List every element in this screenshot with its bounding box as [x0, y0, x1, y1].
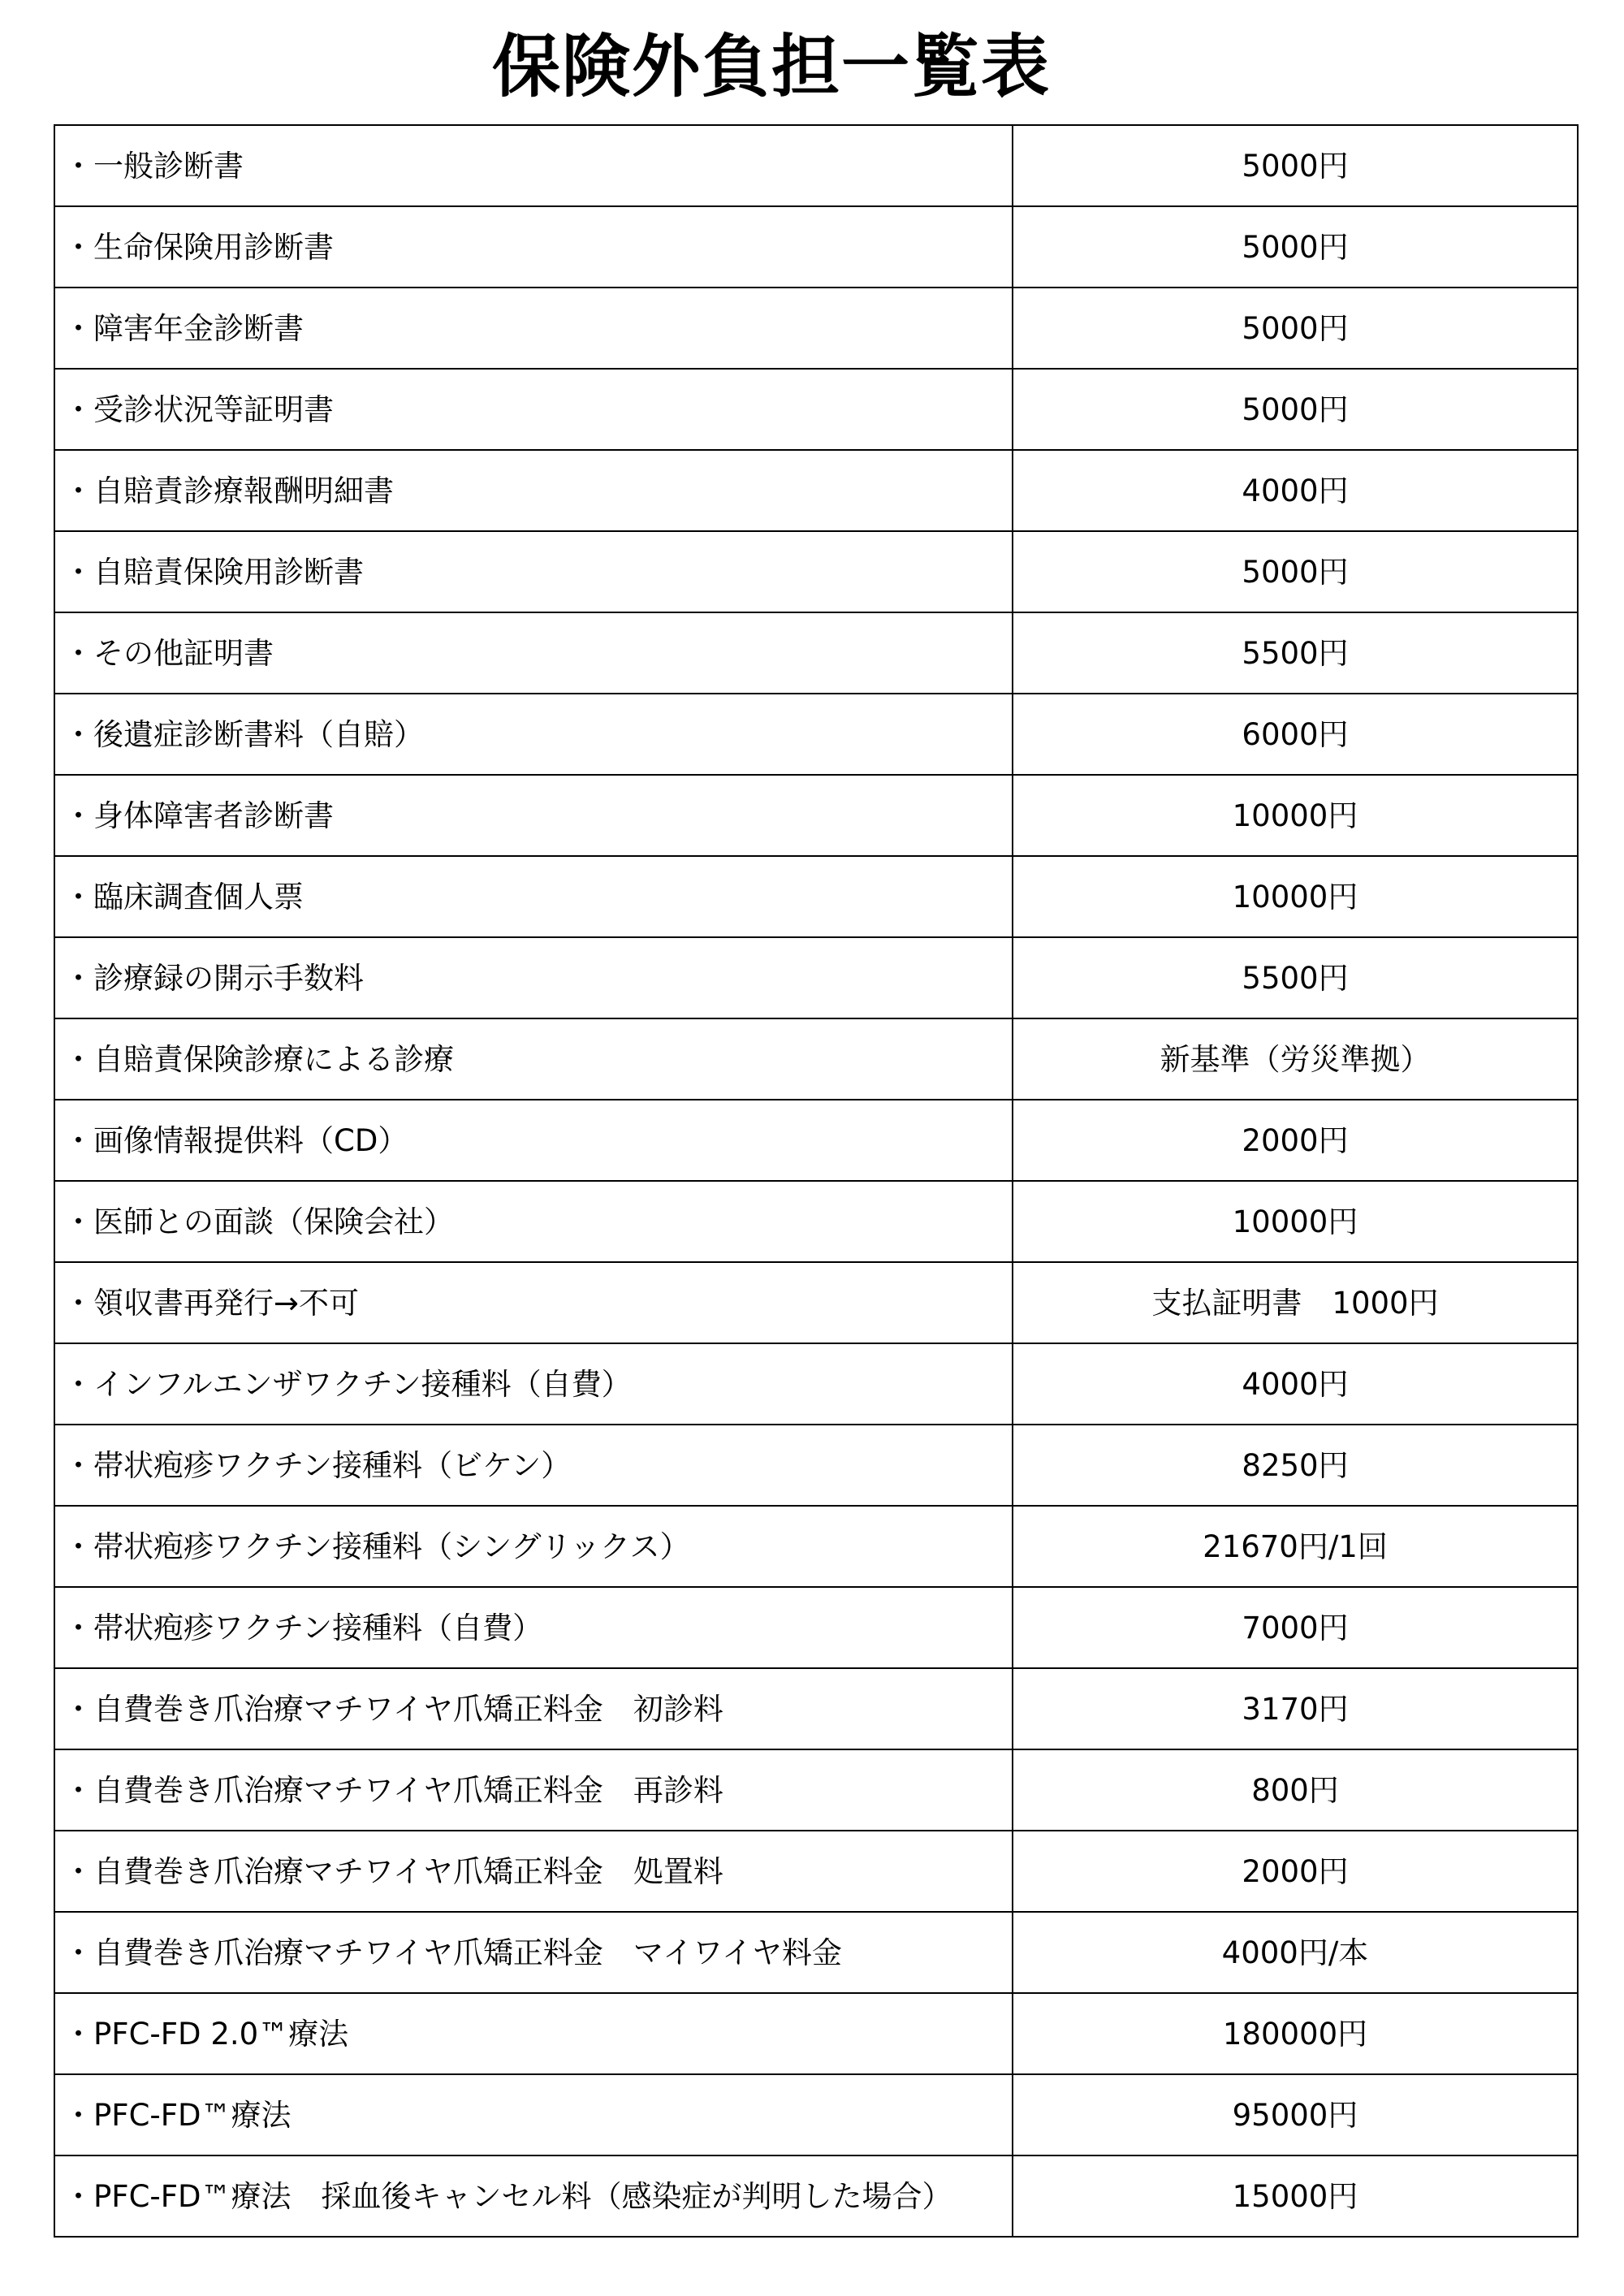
table-row	[54, 1181, 1578, 1262]
fee-item-price: 支払証明書 1000円	[1013, 1262, 1578, 1343]
fee-item-name: ・一般診断書	[54, 125, 1013, 206]
fee-item-name: ・画像情報提供料（CD）	[54, 1100, 1013, 1181]
table-row	[54, 531, 1578, 612]
table-row	[54, 450, 1578, 531]
fee-item-name: ・自費巻き爪治療マチワイヤ爪矯正料金 再診料	[54, 1749, 1013, 1831]
fee-item-price: 10000円	[1013, 775, 1578, 856]
fee-item-price: 5000円	[1013, 531, 1578, 612]
table-row	[54, 1100, 1578, 1181]
fee-item-name: ・自賠責保険診療による診療	[54, 1018, 1013, 1100]
fee-item-price: 95000円	[1013, 2074, 1578, 2155]
fee-item-name: ・PFC-FD 2.0™療法	[54, 1993, 1013, 2074]
fee-table	[54, 124, 1579, 2238]
table-row	[54, 1749, 1578, 1831]
fee-item-name: ・受診状況等証明書	[54, 369, 1013, 450]
fee-item-name: ・自賠責保険用診断書	[54, 531, 1013, 612]
fee-item-name: ・生命保険用診断書	[54, 206, 1013, 288]
table-row	[54, 1912, 1578, 1993]
fee-item-name: ・障害年金診断書	[54, 288, 1013, 369]
fee-item-name: ・医師との面談（保険会社）	[54, 1181, 1013, 1262]
fee-item-price: 2000円	[1013, 1831, 1578, 1912]
fee-item-price: 4000円	[1013, 1343, 1578, 1425]
fee-item-price: 5000円	[1013, 206, 1578, 288]
fee-item-name: ・自賠責診療報酬明細書	[54, 450, 1013, 531]
fee-item-price: 5500円	[1013, 612, 1578, 694]
fee-table-body	[54, 125, 1578, 2237]
fee-item-price: 3170円	[1013, 1668, 1578, 1749]
table-row	[54, 1587, 1578, 1668]
table-row	[54, 1018, 1578, 1100]
table-row	[54, 1993, 1578, 2074]
fee-item-name: ・自費巻き爪治療マチワイヤ爪矯正料金 マイワイヤ料金	[54, 1912, 1013, 1993]
table-row	[54, 1262, 1578, 1343]
fee-item-price: 800円	[1013, 1749, 1578, 1831]
fee-item-price: 2000円	[1013, 1100, 1578, 1181]
fee-item-price: 4000円/本	[1013, 1912, 1578, 1993]
table-row	[54, 694, 1578, 775]
fee-item-price: 180000円	[1013, 1993, 1578, 2074]
table-row	[54, 1506, 1578, 1587]
fee-item-price: 21670円/1回	[1013, 1506, 1578, 1587]
fee-item-price: 新基準（労災準拠）	[1013, 1018, 1578, 1100]
fee-item-name: ・診療録の開示手数料	[54, 937, 1013, 1018]
fee-item-price: 7000円	[1013, 1587, 1578, 1668]
fee-item-name: ・臨床調査個人票	[54, 856, 1013, 937]
table-row	[54, 1425, 1578, 1506]
table-row	[54, 1831, 1578, 1912]
table-row	[54, 125, 1578, 206]
fee-item-price: 5000円	[1013, 369, 1578, 450]
table-row	[54, 288, 1578, 369]
table-row	[54, 612, 1578, 694]
fee-item-name: ・インフルエンザワクチン接種料（自費）	[54, 1343, 1013, 1425]
table-row	[54, 775, 1578, 856]
fee-item-name: ・帯状疱疹ワクチン接種料（ビケン）	[54, 1425, 1013, 1506]
fee-item-price: 8250円	[1013, 1425, 1578, 1506]
fee-item-price: 5500円	[1013, 937, 1578, 1018]
table-row	[54, 937, 1578, 1018]
fee-item-name: ・自費巻き爪治療マチワイヤ爪矯正料金 処置料	[54, 1831, 1013, 1912]
fee-item-price: 5000円	[1013, 288, 1578, 369]
fee-item-name: ・PFC-FD™療法 採血後キャンセル料（感染症が判明した場合）	[54, 2155, 1013, 2237]
table-row	[54, 1343, 1578, 1425]
fee-item-price: 5000円	[1013, 125, 1578, 206]
table-row	[54, 369, 1578, 450]
fee-item-price: 6000円	[1013, 694, 1578, 775]
fee-item-name: ・帯状疱疹ワクチン接種料（自費）	[54, 1587, 1013, 1668]
page-title: 保険外負担一覧表	[491, 27, 1051, 106]
fee-item-price: 4000円	[1013, 450, 1578, 531]
table-row	[54, 856, 1578, 937]
fee-item-price: 10000円	[1013, 1181, 1578, 1262]
table-row	[54, 2074, 1578, 2155]
table-row	[54, 2155, 1578, 2237]
fee-item-name: ・後遺症診断書料（自賠）	[54, 694, 1013, 775]
table-row	[54, 206, 1578, 288]
fee-item-price: 15000円	[1013, 2155, 1578, 2237]
fee-item-name: ・帯状疱疹ワクチン接種料（シングリックス）	[54, 1506, 1013, 1587]
table-row	[54, 1668, 1578, 1749]
fee-item-name: ・身体障害者診断書	[54, 775, 1013, 856]
fee-item-name: ・領収書再発行→不可	[54, 1262, 1013, 1343]
fee-item-name: ・自費巻き爪治療マチワイヤ爪矯正料金 初診料	[54, 1668, 1013, 1749]
fee-item-name: ・PFC-FD™療法	[54, 2074, 1013, 2155]
fee-item-name: ・その他証明書	[54, 612, 1013, 694]
fee-item-price: 10000円	[1013, 856, 1578, 937]
